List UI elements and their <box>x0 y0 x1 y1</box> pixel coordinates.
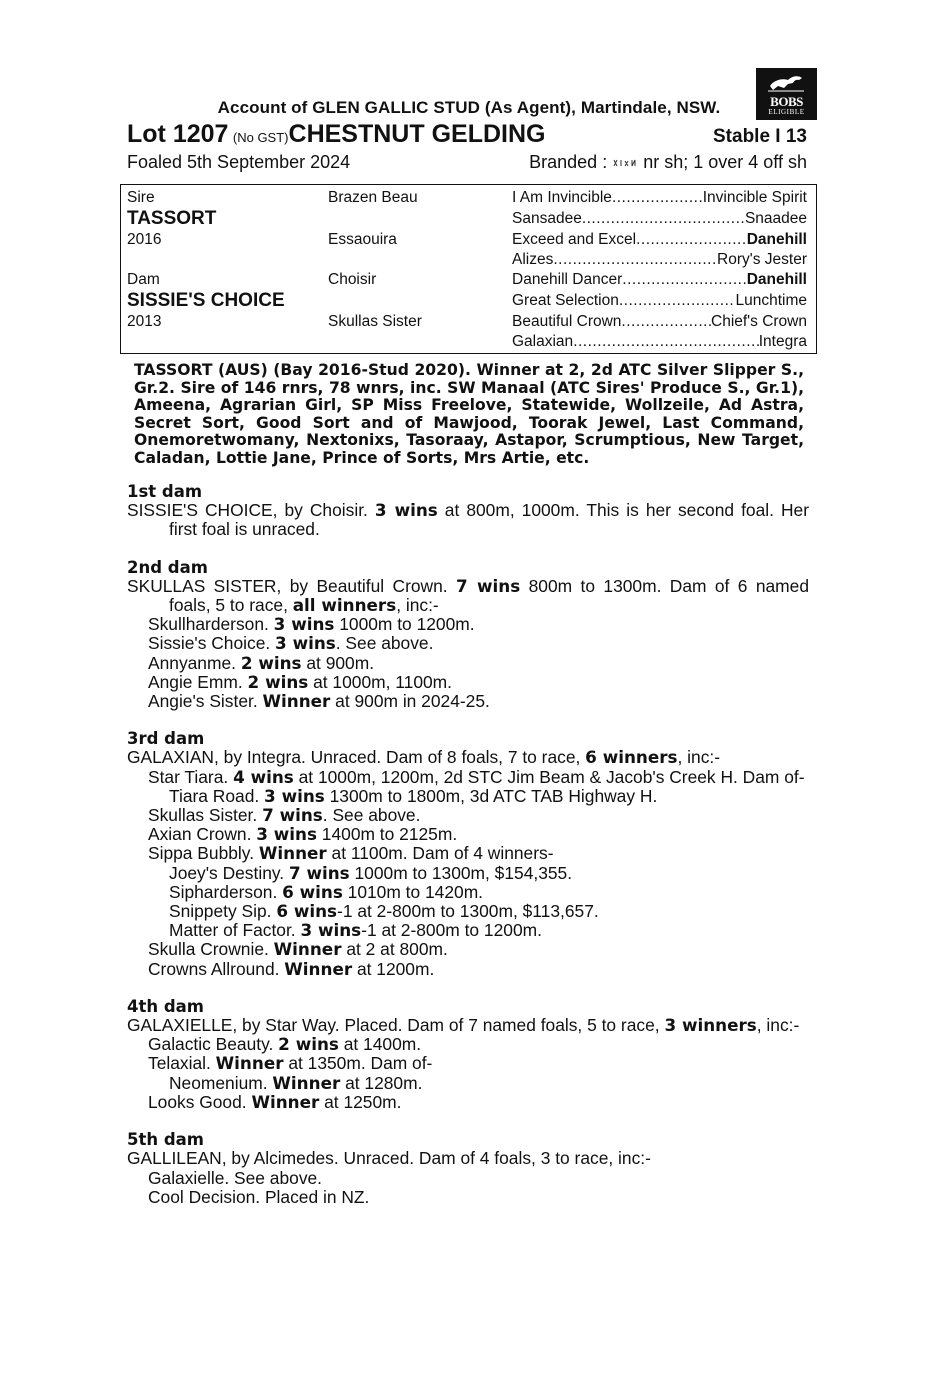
wins-text: Winner <box>262 691 331 712</box>
dam-name: SISSIE'S CHOICE <box>127 290 285 311</box>
entry-text: 1300m to 1800m, 3d ATC TAB Highway H. <box>324 785 658 806</box>
dam-heading: 4th dam <box>127 996 204 1016</box>
gst-note: (No GST) <box>232 130 289 145</box>
brand-info <box>529 152 807 173</box>
entry-text: Annyanme. <box>148 652 241 673</box>
ancestor-sire-name: Rory's Jester <box>717 251 807 268</box>
wins-text: 6 wins <box>282 881 343 902</box>
entry-text: 1000m to 1300m, $154,355. <box>349 862 573 883</box>
progeny-entry <box>127 615 809 634</box>
wins-text: 7 wins <box>288 862 350 883</box>
entry-text: Star Tiara. <box>148 766 234 787</box>
entry-text: Cool Decision. Placed in NZ. <box>148 1186 370 1207</box>
wins-text: 4 wins <box>233 766 294 787</box>
wins-text: Winner <box>284 958 353 979</box>
brand-label: Branded : <box>529 152 608 172</box>
ancestor-name: Galaxian <box>512 333 574 350</box>
entry-text: , inc:- <box>677 747 721 768</box>
dam-section <box>127 482 809 540</box>
leader-dots <box>622 271 746 289</box>
entry-text: Telaxial. <box>148 1053 216 1074</box>
entry-text: Neomenium. <box>169 1072 273 1093</box>
progeny-entry <box>127 673 809 692</box>
pedigree-ancestor-row <box>512 251 807 269</box>
pedigree-ancestor-row <box>512 231 807 249</box>
wins-text: 3 wins <box>275 633 336 654</box>
ancestor-sire-name: Danehill <box>746 231 807 248</box>
entry-text: Looks Good. <box>148 1091 252 1112</box>
logo-label: BOBS <box>770 94 803 109</box>
ancestor-sire-name: Invincible Spirit <box>702 189 807 206</box>
entry-text: Galactic Beauty. <box>148 1034 279 1055</box>
entry-text: . See above. <box>335 633 434 654</box>
dam-entry <box>127 501 809 539</box>
entry-text: GALLILEAN, by Alcimedes. Unraced. Dam of 4 foals, 3 to race, inc:- <box>127 1148 651 1169</box>
wins-text: 2 wins <box>278 1034 339 1055</box>
leader-dots <box>636 231 747 249</box>
entry-text: at 800m, 1000m. This is her second foal. Her first foal is unraced. <box>169 500 809 540</box>
wins-text: 7 wins <box>455 575 521 596</box>
pedigree-ancestor-row <box>512 333 807 351</box>
pedigree-ancestor-row <box>512 313 807 331</box>
entry-text: , inc:- <box>756 1015 800 1036</box>
entry-text: SKULLAS SISTER, by Beautiful Crown. <box>127 575 456 596</box>
brand-mark-icon <box>612 158 638 168</box>
entry-text: at 1000m, 1200m, 2d STC Jim Beam & Jacob's Creek H. Dam of- <box>293 766 805 787</box>
entry-text: at 1200m. <box>352 958 435 979</box>
ancestor-name: Sansadee <box>512 210 582 227</box>
progeny-entry <box>127 692 809 711</box>
entry-text: Skullas Sister. <box>148 805 263 826</box>
sire-year: 2016 <box>127 231 162 248</box>
pedigree-ancestor-row <box>512 189 807 207</box>
dam-dam: Skullas Sister <box>328 313 422 330</box>
progeny-entry <box>127 864 809 883</box>
entry-text: at 1350m. Dam of- <box>283 1053 433 1074</box>
progeny-entry <box>127 654 809 673</box>
progeny-entry <box>127 825 809 844</box>
entry-text: Tiara Road. <box>169 785 265 806</box>
progeny-entry <box>127 902 809 921</box>
entry-text: Skulla Crownie. <box>148 939 274 960</box>
ancestor-sire-name: Integra <box>758 333 807 350</box>
entry-text: GALAXIAN, by Integra. Unraced. Dam of 8 foals, 7 to race, <box>127 747 586 768</box>
progeny-entry <box>127 787 809 806</box>
progeny-entry <box>127 940 809 959</box>
dam-entry <box>127 577 809 615</box>
wins-text: 3 wins <box>256 824 317 845</box>
brand-description: nr sh; 1 over 4 off sh <box>643 152 807 172</box>
entry-text: at 900m. <box>301 652 375 673</box>
entry-text: Sipharderson. <box>169 881 283 902</box>
entry-text: 1400m to 2125m. <box>316 824 458 845</box>
entry-text: -1 at 2-800m to 1200m. <box>361 920 542 941</box>
dam-section <box>127 729 809 979</box>
progeny-entry <box>127 921 809 940</box>
vendor-account: Account of GLEN GALLIC STUD (As Agent), Martindale, NSW. <box>217 98 721 117</box>
progeny-entry <box>127 634 809 653</box>
progeny-entry <box>127 960 809 979</box>
dam-entry <box>127 1149 809 1168</box>
entry-text: Galaxielle. See above. <box>148 1167 323 1188</box>
ancestor-sire-name: Lunchtime <box>735 292 807 309</box>
wins-text: 3 wins <box>264 785 325 806</box>
ancestor-sire-name: Chief's Crown <box>711 313 807 330</box>
wins-text: 6 winners <box>585 747 678 768</box>
wins-text: 3 wins <box>374 500 438 521</box>
wins-text: Winner <box>258 843 327 864</box>
leader-dots <box>582 210 745 228</box>
lot-line <box>127 120 809 150</box>
leader-dots <box>612 189 703 207</box>
sire-summary: TASSORT (AUS) (Bay 2016-Stud 2020). Winner at 2, 2d ATC Silver Slipper S., Gr.2. Sire of 146 rnrs, 78 wnrs, inc. SW Manaal (ATC Sires' Produce S., Gr.1), Ameena, Agrarian Girl, SP Miss Freelove, Statewide, Wollzeile, Ad Astra, Secret Sort, Good Sort and of Mawjood, Toorak Jewel, Last Command, Onemoretwomany, Nextonixs, Tasoraay, Astapor, Scrumptious, New Target, Caladan, Lottie Jane, Prince of Sorts, Mrs Artie, etc. <box>134 361 804 467</box>
entry-text: Joey's Destiny. <box>169 862 289 883</box>
wins-text: Winner <box>215 1053 284 1074</box>
wins-text: Winner <box>272 1072 341 1093</box>
progeny-entry <box>127 806 809 825</box>
entry-text: Angie Emm. <box>148 671 248 692</box>
dam-heading: 5th dam <box>127 1130 204 1150</box>
lot-number: Lot 1207 <box>127 120 229 148</box>
progeny-entry <box>127 1035 809 1054</box>
dam-heading: 2nd dam <box>127 557 208 577</box>
dam-label: Dam <box>127 271 160 288</box>
wins-text: Winner <box>251 1091 320 1112</box>
ancestor-name: Great Selection <box>512 292 619 309</box>
wins-text: 2 wins <box>247 671 309 692</box>
dam-section <box>127 558 809 712</box>
ancestor-name: I Am Invincible <box>512 189 612 206</box>
sire-label: Sire <box>127 189 155 206</box>
pedigree-ancestor-row <box>512 292 807 310</box>
wins-text: 6 wins <box>276 901 338 922</box>
ancestor-name: Alizes <box>512 251 554 268</box>
foaled-date: Foaled 5th September 2024 <box>127 152 351 172</box>
entry-text: Skullharderson. <box>148 614 274 635</box>
entry-text: Snippety Sip. <box>169 901 277 922</box>
dam-year: 2013 <box>127 313 162 330</box>
entry-text: Sippa Bubbly. <box>148 843 259 864</box>
ancestor-sire-name: Snaadee <box>744 210 807 227</box>
pedigree-table <box>120 184 817 354</box>
progeny-entry <box>127 1093 809 1112</box>
wins-text: 3 wins <box>273 614 335 635</box>
leader-dots <box>619 292 736 310</box>
entry-text: 1000m to 1200m. <box>334 614 475 635</box>
wins-text: 3 wins <box>300 920 362 941</box>
entry-text: Sissie's Choice. <box>148 633 276 654</box>
entry-text: -1 at 2-800m to 1300m, $113,657. <box>337 901 599 922</box>
wins-text: 3 winners <box>664 1015 757 1036</box>
ancestor-name: Beautiful Crown <box>512 313 622 330</box>
entry-text: at 1250m. <box>319 1091 402 1112</box>
entry-text: 1010m to 1420m. <box>342 881 484 902</box>
leader-dots <box>621 313 711 331</box>
logo-sublabel: ELIGIBLE <box>768 108 805 116</box>
dam-section <box>127 997 809 1112</box>
progeny-entry <box>127 768 809 787</box>
dam-entry <box>127 1016 809 1035</box>
entry-text: SISSIE'S CHOICE, by Choisir. <box>127 500 375 521</box>
entry-text: . See above. <box>322 805 421 826</box>
stable-number: Stable I 13 <box>713 126 807 147</box>
entry-text: at 1000m, 1100m. <box>308 671 452 692</box>
entry-text: , inc:- <box>396 595 439 616</box>
leader-dots <box>573 333 759 351</box>
progeny-entry <box>127 844 809 863</box>
entry-text: at 1400m. <box>338 1034 422 1055</box>
horse-icon <box>766 72 806 94</box>
ancestor-name: Exceed and Excel <box>512 231 637 248</box>
sire-dam: Essaouira <box>328 231 397 248</box>
bobs-eligible-logo <box>756 68 817 120</box>
leader-dots <box>553 251 717 269</box>
ancestor-sire-name: Danehill <box>746 271 807 288</box>
progeny-entry <box>127 1188 809 1207</box>
entry-text: 800m to 1300m. Dam of 6 named foals, 5 to race, <box>169 575 809 616</box>
dam-heading: 1st dam <box>127 482 203 501</box>
entry-text: GALAXIELLE, by Star Way. Placed. Dam of 7 named foals, 5 to race, <box>127 1015 665 1036</box>
pedigree-ancestor-row <box>512 271 807 289</box>
entry-text: Matter of Factor. <box>169 920 301 941</box>
dam-heading: 3rd dam <box>127 729 205 749</box>
progeny-entry <box>127 1169 809 1188</box>
dam-section <box>127 1130 809 1207</box>
entry-text: at 900m in 2024-25. <box>330 691 490 712</box>
progeny-entry <box>127 1054 809 1073</box>
dam-history <box>127 482 809 1225</box>
horse-sex: CHESTNUT GELDING <box>288 120 546 148</box>
entry-text: Angie's Sister. <box>148 691 263 712</box>
entry-text: at 1280m. <box>340 1072 423 1093</box>
dam-entry <box>127 748 809 767</box>
pedigree-ancestor-row <box>512 210 807 228</box>
wins-text: Winner <box>273 939 342 960</box>
progeny-entry <box>127 883 809 902</box>
dam-sire: Choisir <box>328 271 377 288</box>
sire-name: TASSORT <box>127 208 217 229</box>
entry-text: at 1100m. Dam of 4 winners- <box>326 843 554 864</box>
wins-text: all winners <box>292 595 397 616</box>
wins-text: 2 wins <box>240 652 302 673</box>
entry-text: Axian Crown. <box>148 824 257 845</box>
entry-text: Crowns Allround. <box>148 958 285 979</box>
progeny-entry <box>127 1074 809 1093</box>
entry-text: at 2 at 800m. <box>341 939 448 960</box>
sire-sire: Brazen Beau <box>328 189 418 206</box>
wins-text: 7 wins <box>262 805 323 826</box>
ancestor-name: Danehill Dancer <box>512 271 623 288</box>
